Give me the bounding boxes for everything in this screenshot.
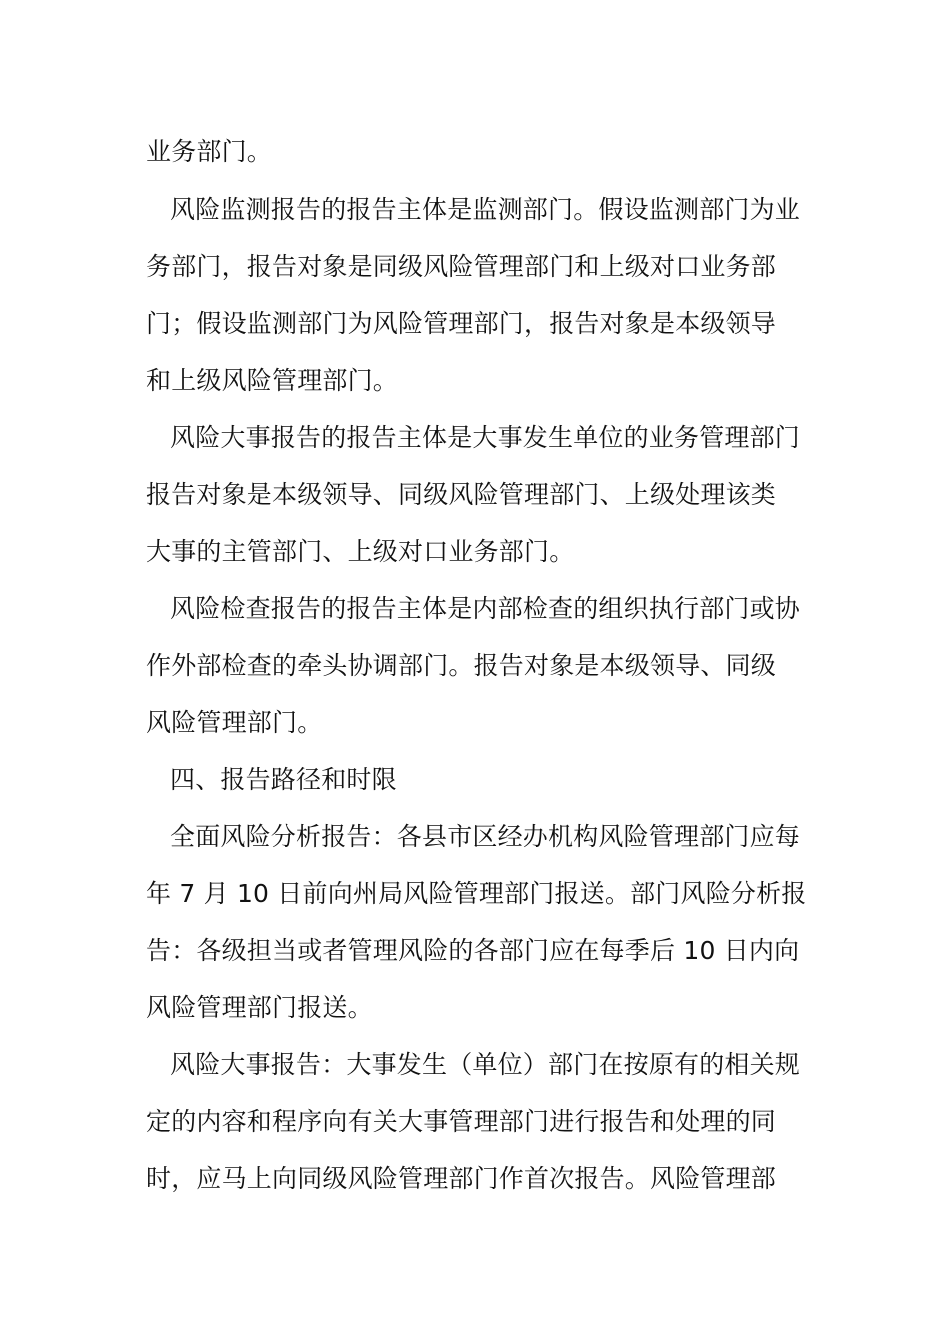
text-line: 务部门，报告对象是同级风险管理部门和上级对口业务部	[146, 252, 777, 281]
text-line: 风险管理部门报送。	[146, 993, 373, 1022]
text-line: 大事的主管部门、上级对口业务部门。	[146, 537, 575, 566]
paragraph-first-line: 全面风险分析报告：各县市区经办机构风险管理部门应每	[170, 822, 801, 851]
text-line: 时，应马上向同级风险管理部门作首次报告。风险管理部	[146, 1164, 777, 1193]
text-line: 作外部检查的牵头协调部门。报告对象是本级领导、同级	[146, 651, 777, 680]
text-line: 门；假设监测部门为风险管理部门，报告对象是本级领导	[146, 309, 777, 338]
text-line: 风险管理部门。	[146, 708, 323, 737]
paragraph-first-line: 风险检查报告的报告主体是内部检查的组织执行部门或协	[170, 594, 801, 623]
text-line: 告：各级担当或者管理风险的各部门应在每季后 10 日内向	[146, 936, 800, 965]
paragraph-first-line: 风险大事报告的报告主体是大事发生单位的业务管理部门	[170, 423, 801, 452]
text-line: 和上级风险管理部门。	[146, 366, 399, 395]
section-heading: 四、报告路径和时限	[170, 765, 397, 794]
text-line: 年 7 月 10 日前向州局风险管理部门报送。部门风险分析报	[146, 879, 807, 908]
text-line: 业务部门。	[146, 137, 273, 166]
text-line: 定的内容和程序向有关大事管理部门进行报告和处理的同	[146, 1107, 777, 1136]
paragraph-first-line: 风险大事报告：大事发生（单位）部门在按原有的相关规	[170, 1050, 801, 1079]
paragraph-first-line: 风险监测报告的报告主体是监测部门。假设监测部门为业	[170, 195, 801, 224]
text-line: 报告对象是本级领导、同级风险管理部门、上级处理该类	[146, 480, 777, 509]
